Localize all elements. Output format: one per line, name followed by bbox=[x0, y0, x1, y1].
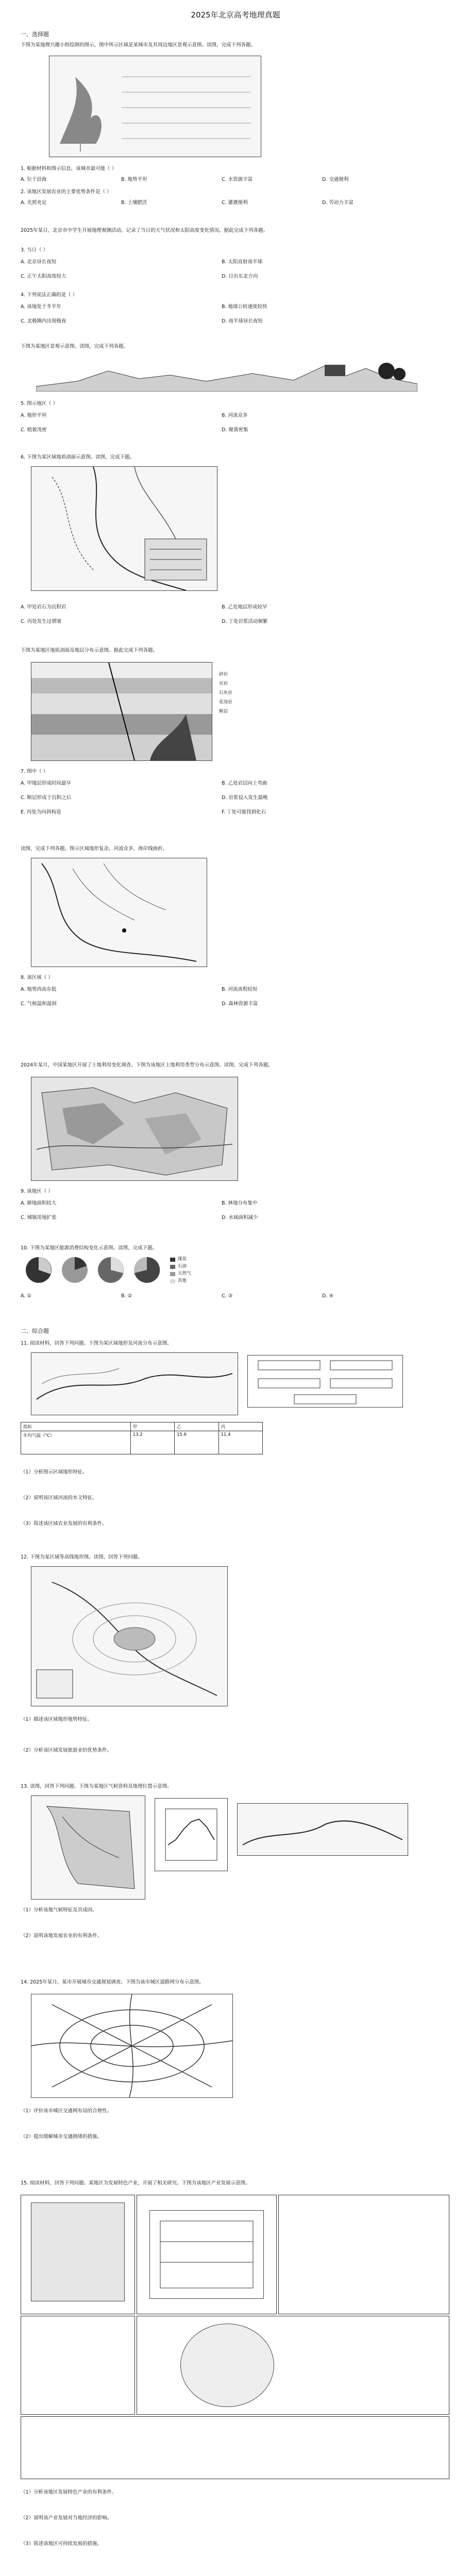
q15-figure bbox=[149, 2210, 264, 2299]
q15-panel-3 bbox=[278, 2195, 449, 2314]
q6-option-a[interactable]: A. 甲处岩石为沉积岩 bbox=[21, 604, 66, 610]
q12-sub-2: （2）分析该区域发展旅游业的优势条件。 bbox=[21, 1748, 112, 1753]
q11-stem: 11. 阅读材料，回答下列问题。下图为某区域地形及河流分布示意图。 bbox=[21, 1341, 172, 1346]
q10-legend bbox=[178, 1256, 191, 1284]
q8-stem: 8. 该区域（ ） bbox=[21, 975, 53, 980]
q1-option-a[interactable]: A. 位于沿海 bbox=[21, 177, 47, 182]
q7-option-c[interactable]: C. 断层形成于沉积之后 bbox=[21, 795, 72, 801]
q5-options bbox=[21, 411, 423, 433]
section-heading-choice: 一、选择题 bbox=[21, 31, 49, 38]
q8-option-b[interactable]: B. 河流流程较短 bbox=[222, 987, 258, 992]
q4-option-a[interactable]: A. 该地处于冬半年 bbox=[21, 304, 61, 310]
q6-options bbox=[21, 603, 423, 624]
q7-legend bbox=[219, 670, 260, 716]
q10-options bbox=[21, 1293, 423, 1299]
q10-pie-1 bbox=[26, 1257, 52, 1283]
q9-options bbox=[21, 1199, 423, 1221]
q10-option-a[interactable]: A. ① bbox=[21, 1293, 31, 1299]
q11-table bbox=[21, 1422, 263, 1454]
q7-legend-item: 砂岩 bbox=[219, 672, 228, 677]
q6-stem: 6. 下图为某区域地质剖面示意图。读图，完成下题。 bbox=[21, 454, 135, 460]
q9-figure bbox=[31, 1077, 238, 1181]
q2-options bbox=[21, 198, 423, 206]
q11-table-cell: 15.6 bbox=[175, 1431, 218, 1454]
q3-option-c[interactable]: C. 正午太阳高度较大 bbox=[21, 274, 66, 279]
q7-options bbox=[21, 779, 423, 815]
q5-option-c[interactable]: C. 植被茂密 bbox=[21, 427, 47, 433]
q15-footer: （3）简述该地区可持续发展的措施。 bbox=[21, 2541, 103, 2547]
q1-figure bbox=[49, 56, 261, 157]
q1-intro: 下图为某地理兴趣小组绘制的图示，图中所示区域是某城市及其周边地区景观示意图。读图，完成下列各题。 bbox=[21, 42, 256, 48]
q7-intro: 下图为某地区地质剖面及地层分布示意图。据此完成下列各题。 bbox=[21, 648, 158, 653]
q8-options bbox=[21, 985, 423, 1007]
q6-option-d[interactable]: D. 丁处岩浆活动频繁 bbox=[222, 619, 268, 624]
q2-stem: 2. 该地区发展农业的主要优势条件是（ ） bbox=[21, 189, 112, 195]
q11-table-cell: 13.2 bbox=[130, 1431, 174, 1454]
q7-figure bbox=[31, 662, 212, 761]
q7-option-b[interactable]: B. 乙处岩层向上弯曲 bbox=[222, 781, 267, 786]
q2-option-b[interactable]: B. 土壤肥沃 bbox=[121, 200, 147, 206]
q10-legend-item: 石油 bbox=[178, 1264, 187, 1269]
q7-legend-item: 页岩 bbox=[219, 681, 228, 686]
q6-option-c[interactable]: C. 丙处发生过褶皱 bbox=[21, 619, 62, 624]
q15-stem: 15. 阅读材料，回答下列问题。某地区为发展特色产业，开展了相关研究。下图为该地区产业发展示意图。 bbox=[21, 2180, 250, 2186]
q10-option-c[interactable]: C. ③ bbox=[222, 1293, 233, 1299]
q1-stem: 1. 根据材料和图示信息，该城市最可能（ ） bbox=[21, 166, 117, 172]
q2-option-d[interactable]: D. 劳动力丰富 bbox=[322, 200, 354, 206]
q7-option-a[interactable]: A. 甲地层形成时间最早 bbox=[21, 781, 71, 786]
q14-sub-1: （1）评价该市城区交通网布局的合理性。 bbox=[21, 2108, 112, 2114]
q15-globe bbox=[180, 2324, 274, 2407]
q10-stem: 10. 下图为某地区能源消费结构变化示意图。读图，完成下题。 bbox=[21, 1245, 158, 1251]
q9-intro: 2024年某月，中国某地区开展了土地利用变化调查。下图为该地区土地利用类型分布示意图。读图，完成下列各题。 bbox=[21, 1062, 273, 1068]
q6-figure bbox=[31, 466, 217, 591]
q1-option-b[interactable]: B. 地势平坦 bbox=[121, 177, 147, 182]
q7-stem: 7. 图中（ ） bbox=[21, 769, 48, 774]
q11-sub-2: （2）说明该区域河流的水文特征。 bbox=[21, 1495, 97, 1501]
q7-legend-item: 石灰岩 bbox=[219, 690, 232, 696]
q8-intro: 读图，完成下列各题。图示区域地形复杂，河流众多，海岸线曲折。 bbox=[21, 846, 168, 852]
q13-sub-1: （1）分析该地气候特征及其成因。 bbox=[21, 1907, 97, 1913]
q3-option-a[interactable]: A. 北京昼长夜短 bbox=[21, 259, 57, 265]
q15-panel-4 bbox=[21, 2316, 135, 2415]
q12-sub-1: （1）描述该区域地形地势特征。 bbox=[21, 1717, 93, 1722]
q15-photo bbox=[31, 2202, 125, 2301]
q3-option-b[interactable]: B. 太阳直射南半球 bbox=[222, 259, 263, 265]
q12-figure bbox=[31, 1566, 228, 1706]
q7-legend-item: 断层 bbox=[219, 709, 228, 714]
q7-legend-item: 花岗岩 bbox=[219, 700, 232, 705]
q9-option-d[interactable]: D. 水域面积减少 bbox=[222, 1215, 258, 1221]
q14-sub-2: （2）提出缓解城市交通拥堵的措施。 bbox=[21, 2134, 103, 2140]
q7-option-e[interactable]: E. 丙处为向斜构造 bbox=[21, 809, 61, 815]
q8-option-c[interactable]: C. 气候温和湿润 bbox=[21, 1001, 57, 1007]
q15-sub-1: （1）分析该地区发展特色产业的有利条件。 bbox=[21, 2489, 117, 2495]
q2-option-a[interactable]: A. 光照充足 bbox=[21, 200, 47, 206]
q12-stem: 12. 下图为某区域等高线地形图。读图，回答下列问题。 bbox=[21, 1554, 143, 1560]
q10-legend-item: 天然气 bbox=[178, 1271, 191, 1276]
q15-sub-2: （2）说明该产业发展对当地经济的影响。 bbox=[21, 2515, 112, 2521]
q11-table-header: 乙 bbox=[175, 1422, 218, 1431]
q10-pie-3 bbox=[98, 1257, 124, 1283]
q13-stem: 13. 读图，回答下列问题。下图为某地区气候资料及地理位置示意图。 bbox=[21, 1784, 172, 1789]
q5-stem: 5. 图示地区（ ） bbox=[21, 401, 58, 406]
q3-options bbox=[21, 258, 423, 279]
q7-option-f[interactable]: F. 丁处可能找到化石 bbox=[222, 809, 266, 815]
q11-table-header: 指标 bbox=[21, 1422, 131, 1431]
q4-options bbox=[21, 302, 423, 324]
q14-stem: 14. 2025年某月，某市开展城市交通规划调查。下图为该市城区道路网分布示意图。 bbox=[21, 1979, 204, 1985]
page-title: 2025年北京高考地理真题 bbox=[191, 10, 280, 20]
q6-option-b[interactable]: B. 乙处地层形成较早 bbox=[222, 604, 267, 610]
q5-option-b[interactable]: B. 河流众多 bbox=[222, 413, 248, 418]
q11-sub-3: （3）简述该区域农业发展的有利条件。 bbox=[21, 1521, 107, 1527]
section-heading-comprehensive: 二、综合题 bbox=[21, 1328, 49, 1334]
q9-option-a[interactable]: A. 耕地面积较大 bbox=[21, 1200, 57, 1206]
q4-option-c[interactable]: C. 北极圈内出现极夜 bbox=[21, 318, 66, 324]
q5-option-a[interactable]: A. 地形平坦 bbox=[21, 413, 47, 418]
q9-option-c[interactable]: C. 城镇用地扩张 bbox=[21, 1215, 57, 1221]
q10-pie-4 bbox=[134, 1257, 160, 1283]
q10-legend-item: 其他 bbox=[178, 1278, 187, 1283]
q11-figure bbox=[31, 1352, 238, 1415]
q10-figure bbox=[21, 1255, 242, 1285]
q11-figure-boxes bbox=[247, 1355, 403, 1408]
q5-figure bbox=[36, 355, 417, 392]
q4-stem: 4. 下列说法正确的是（ ） bbox=[21, 292, 78, 298]
q13-sub-2: （2）说明该地发展农业的有利条件。 bbox=[21, 1933, 103, 1939]
q1-options bbox=[21, 175, 423, 182]
q2-option-c[interactable]: C. 灌溉便利 bbox=[222, 200, 248, 206]
q5-option-d[interactable]: D. 聚落密集 bbox=[222, 427, 248, 433]
q10-pie-2 bbox=[62, 1257, 88, 1283]
q15-panel-6 bbox=[21, 2416, 449, 2479]
q5-intro: 下图为某地区景观示意图。读图，完成下列各题。 bbox=[21, 344, 129, 349]
q13-figure-map bbox=[31, 1795, 145, 1900]
q14-figure bbox=[31, 1994, 233, 2098]
q8-option-d[interactable]: D. 森林资源丰富 bbox=[222, 1001, 258, 1007]
q13-figure-profile bbox=[237, 1803, 408, 1856]
q4-option-d[interactable]: D. 南半球昼长夜短 bbox=[222, 318, 263, 324]
q8-figure bbox=[31, 858, 207, 967]
q3-stem: 3. 当日（ ） bbox=[21, 247, 48, 253]
q7-option-d[interactable]: D. 岩浆侵入发生最晚 bbox=[222, 795, 268, 801]
q3-intro: 2025年某日，北京市中学生开展地理观测活动，记录了当日的天气状况和太阳高度变化情况。据此完成下列各题。 bbox=[21, 228, 268, 233]
q4-option-b[interactable]: B. 地球公转速度较快 bbox=[222, 304, 267, 310]
q9-option-b[interactable]: B. 林地分布集中 bbox=[222, 1200, 258, 1206]
q11-table-header: 甲 bbox=[130, 1422, 174, 1431]
q1-option-d[interactable]: D. 交通便利 bbox=[322, 177, 349, 182]
q8-option-a[interactable]: A. 地势西高东低 bbox=[21, 987, 57, 992]
q10-option-b[interactable]: B. ② bbox=[121, 1293, 132, 1299]
q11-table-cell: 年均气温（℃） bbox=[21, 1431, 131, 1454]
q1-option-c[interactable]: C. 水资源丰富 bbox=[222, 177, 253, 182]
q13-figure-climate bbox=[155, 1798, 228, 1871]
q11-sub-1: （1）分析图示区域地形特征。 bbox=[21, 1469, 88, 1475]
q3-option-d[interactable]: D. 日出东北方向 bbox=[222, 274, 258, 279]
q10-option-d[interactable]: D. ④ bbox=[322, 1293, 333, 1299]
q10-legend-item: 煤炭 bbox=[178, 1257, 187, 1262]
q11-table-header: 丙 bbox=[218, 1422, 262, 1431]
q11-table-cell: 11.4 bbox=[218, 1431, 262, 1454]
q9-stem: 9. 该地区（ ） bbox=[21, 1189, 53, 1194]
